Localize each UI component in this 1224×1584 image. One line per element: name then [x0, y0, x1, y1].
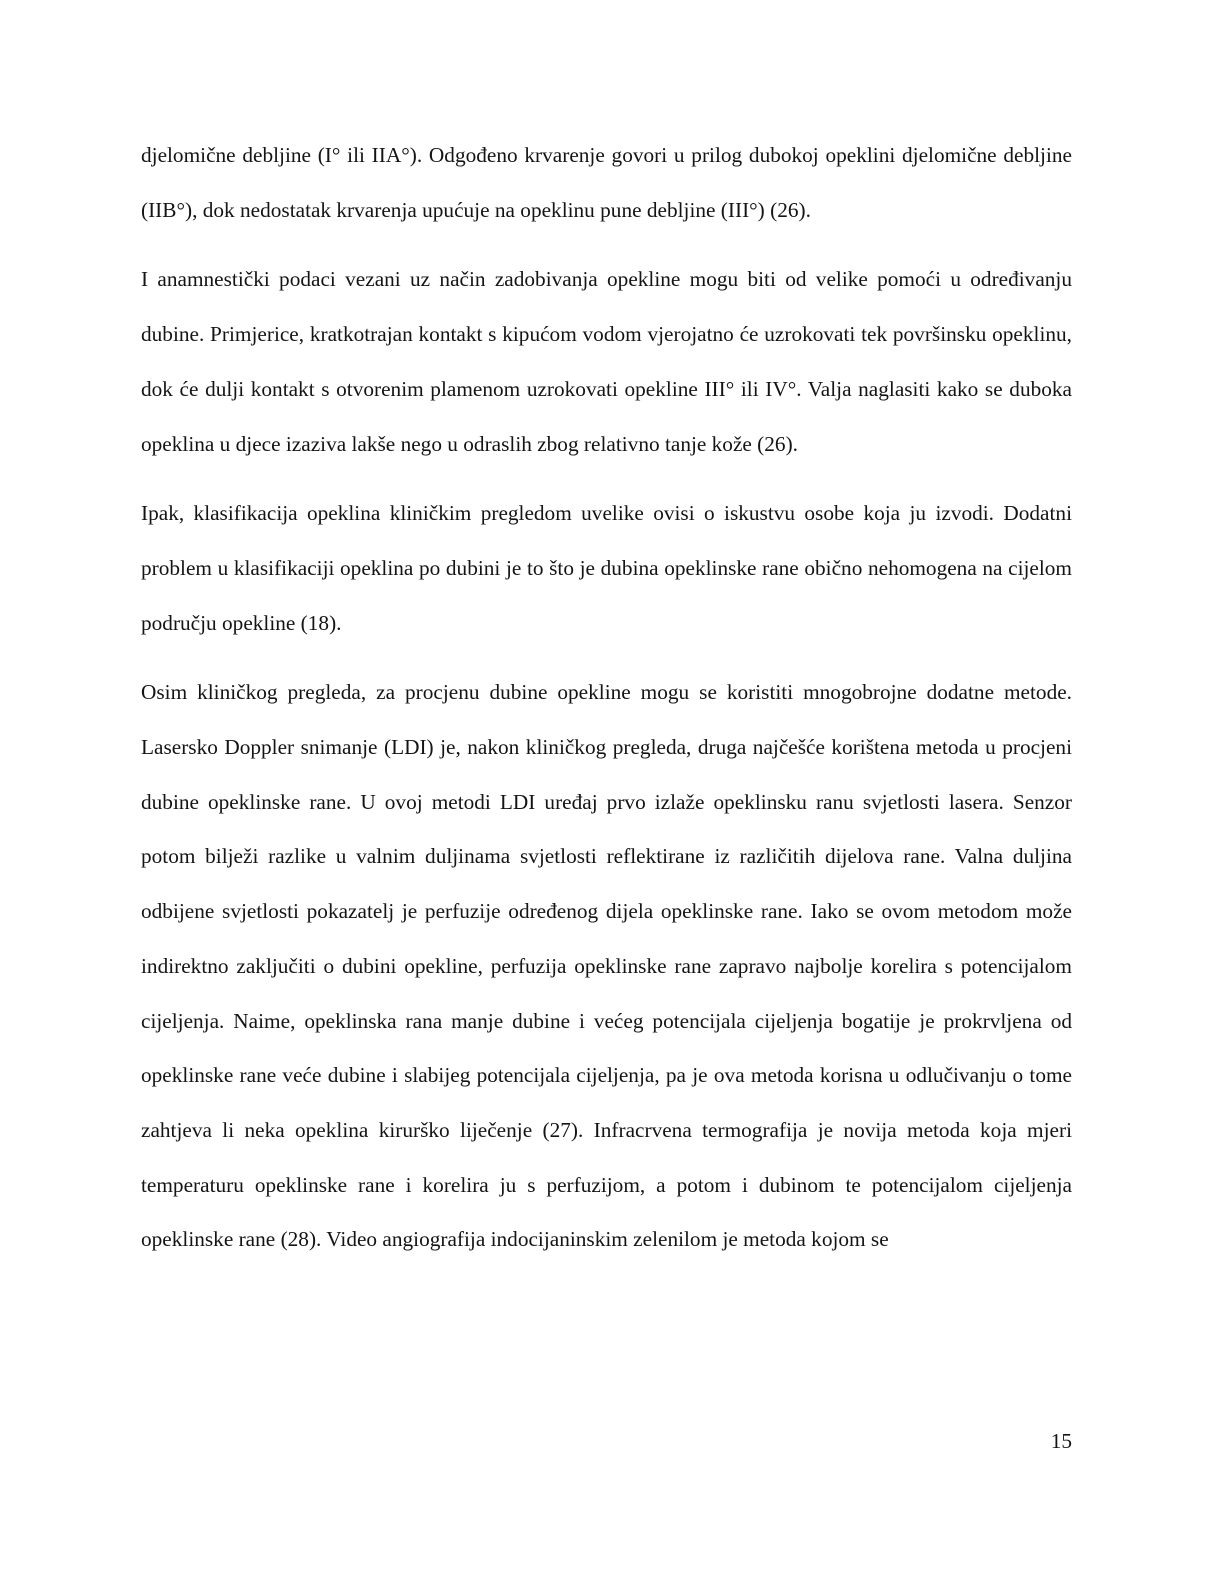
page-number: 15: [1050, 1429, 1072, 1453]
document-body: [141, 128, 1072, 1267]
paragraph-2: I anamnestički podaci vezani uz način zadobivanja opekline mogu biti od velike pomoći u određivanju dubine. Primjerice, kratkotrajan kontakt s kipućom vodom vjerojatno će uzrokovati tek površinsku opeklinu, dok će dulji kontakt s otvorenim plamenom uzrokovati opekline III° ili IV°. Valja naglasiti kako se duboka opeklina u djece izaziva lakše nego u odraslih zbog relativno tanje kože (26).: [141, 267, 1072, 456]
paragraph-4: Osim kliničkog pregleda, za procjenu dubine opekline mogu se koristiti mnogobrojne dodatne metode. Lasersko Doppler snimanje (LDI) je, nakon kliničkog pregleda, druga najčešće korištena metoda u procjeni dubine opeklinske rane. U ovoj metodi LDI uređaj prvo izlaže opeklinsku ranu svjetlosti lasera. Senzor potom bilježi razlike u valnim duljinama svjetlosti reflektirane iz različitih dijelova rane. Valna duljina odbijene svjetlosti pokazatelj je perfuzije određenog dijela opeklinske rane. Iako se ovom metodom može indirektno zaključiti o dubini opekline, perfuzija opeklinske rane zapravo najbolje korelira s potencijalom cijeljenja. Naime, opeklinska rana manje dubine i većeg potencijala cijeljenja bogatije je prokrvljena od opeklinske rane veće dubine i slabijeg potencijala cijeljenja, pa je ova metoda korisna u odlučivanju o tome zahtjeva li neka opeklina kirurško liječenje (27). Infracrvena termografija je novija metoda koja mjeri temperaturu opeklinske rane i korelira ju s perfuzijom, a potom i dubinom te potencijalom cijeljenja opeklinske rane (28). Video angiografija indocijaninskim zelenilom je metoda kojom se: [141, 680, 1072, 1252]
paragraph-1: djelomične debljine (I° ili IIA°). Odgođeno krvarenje govori u prilog dubokoj opeklini djelomične debljine (IIB°), dok nedostatak krvarenja upućuje na opeklinu pune debljine (III°) (26).: [141, 143, 1072, 222]
paragraph-3: Ipak, klasifikacija opeklina kliničkim pregledom uvelike ovisi o iskustvu osobe koja ju izvodi. Dodatni problem u klasifikaciji opeklina po dubini je to što je dubina opeklinske rane obično nehomogena na cijelom području opekline (18).: [141, 501, 1072, 635]
